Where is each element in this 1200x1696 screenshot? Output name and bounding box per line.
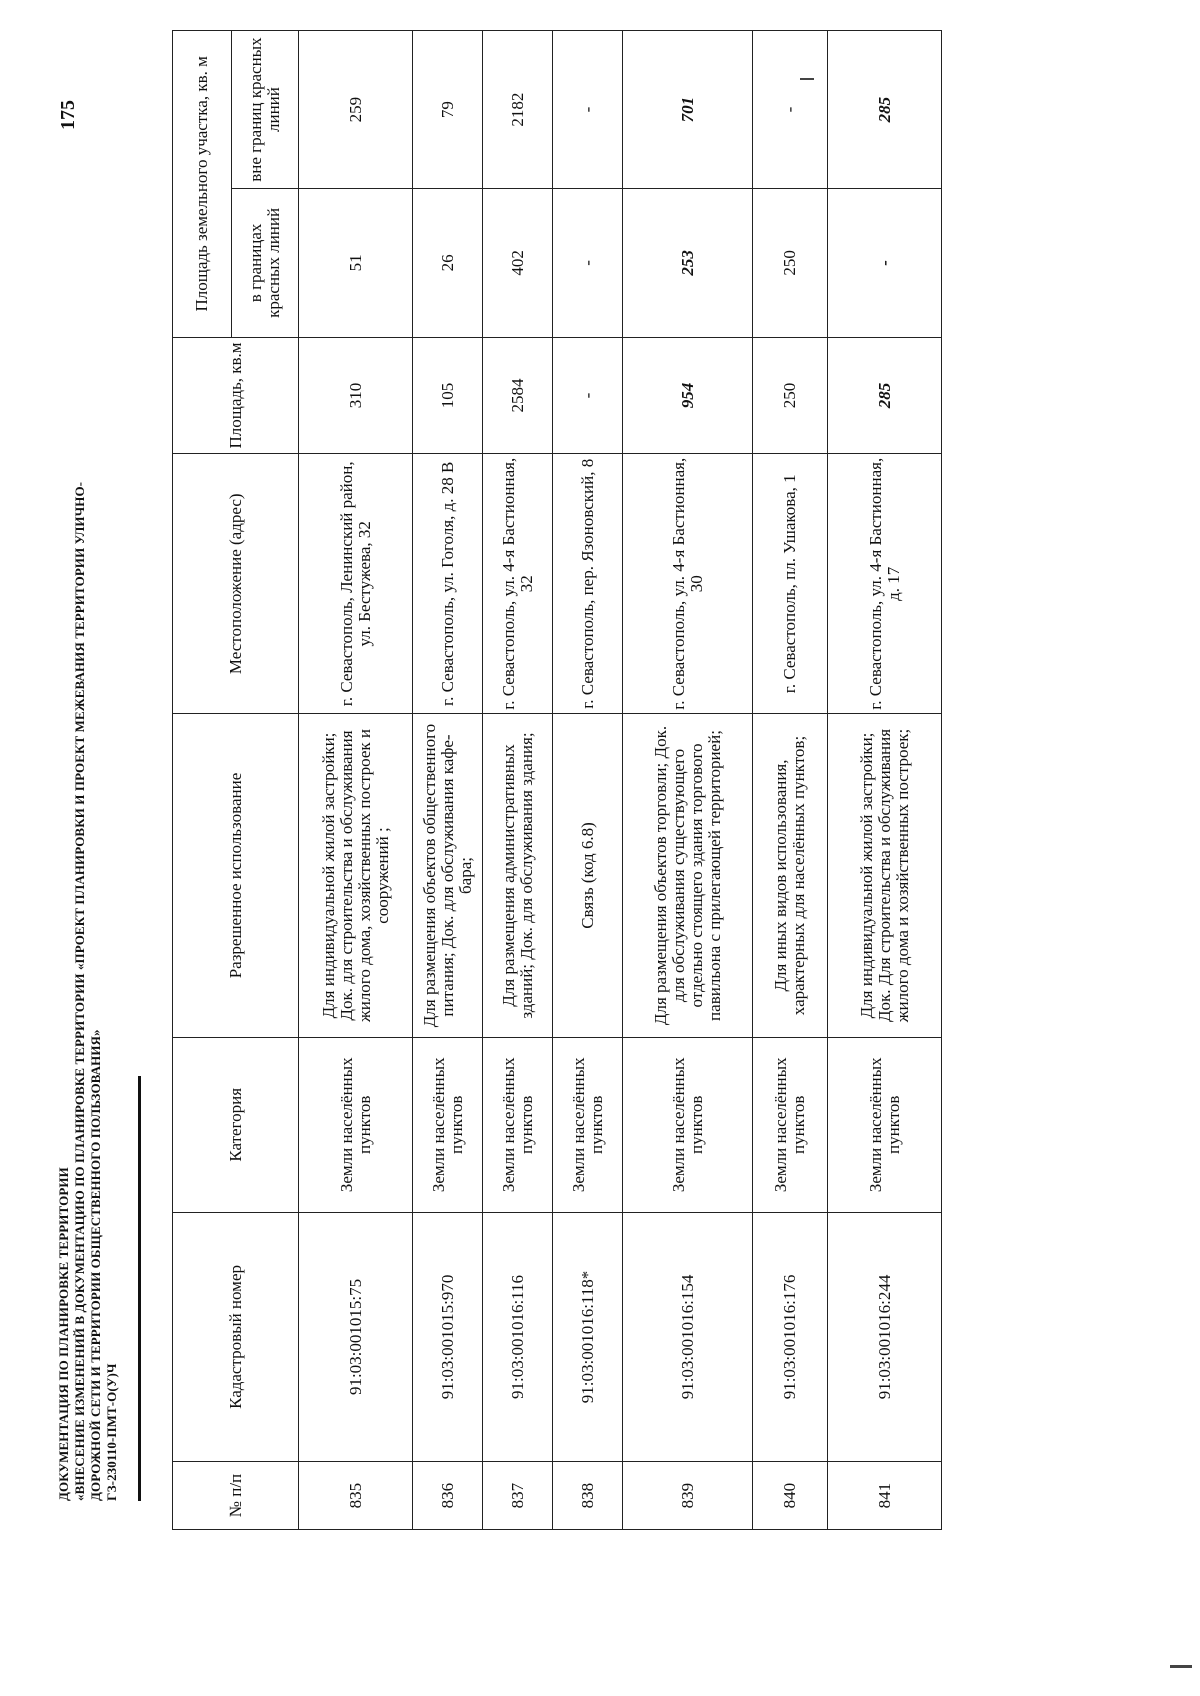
cell-num: 835 [299, 1462, 413, 1530]
cell-address: г. Севастополь, Ленинский район, ул. Бестужева, 32 [299, 454, 413, 714]
cell-use: Для размещения объектов общественного питания; Док. для обслуживания кафе-бара; [413, 714, 483, 1038]
header-rule [138, 1076, 141, 1501]
cell-category: Земли населённых пунктов [753, 1037, 828, 1212]
cell-inside: 26 [413, 189, 483, 338]
cell-num: 839 [623, 1462, 753, 1530]
document-header [56, 401, 120, 1501]
table-row [413, 31, 483, 1530]
cell-inside: 253 [623, 189, 753, 338]
cell-cadastral: 91:03:001016:176 [753, 1212, 828, 1461]
cell-area: 285 [828, 337, 942, 454]
cell-area: - [553, 337, 623, 454]
cadastral-table [172, 30, 942, 1530]
header-outside: вне границ красных линий [232, 31, 299, 189]
header-line-4: ГЗ-230110-ПМТ-О(У)Ч [104, 1363, 119, 1501]
cell-area: 105 [413, 337, 483, 454]
cell-cadastral: 91:03:001016:244 [828, 1212, 942, 1461]
cell-use: Для иных видов использования, характерных для населённых пунктов; [753, 714, 828, 1038]
cell-inside: - [828, 189, 942, 338]
cell-area: 310 [299, 337, 413, 454]
header-line-2: «ВНЕСЕНИЕ ИЗМЕНЕНИЙ В ДОКУМЕНТАЦИЮ ПО ПЛАНИРОВКЕ ТЕРРИТОРИИ «ПРОЕКТ ПЛАНИРОВКИ И ПРОЕКТ МЕЖЕВАНИЯ ТЕРРИТОРИИ УЛИЧНО- [72, 481, 87, 1501]
cell-outside: - [753, 31, 828, 189]
cell-category: Земли населённых пунктов [623, 1037, 753, 1212]
cell-category: Земли населённых пунктов [413, 1037, 483, 1212]
cell-use: Для индивидуальной жилой застройки; Док. Для строительства и обслуживания жилого дома и хозяйственных построек; [828, 714, 942, 1038]
cell-use: Для индивидуальной жилой застройки; Док. для строительства и обслуживания жилого дома, хозяйственных построек и сооружений ; [299, 714, 413, 1038]
page-number-text: 175 [57, 100, 79, 130]
header-plot-area: Площадь земельного участка, кв. м [173, 31, 232, 338]
cell-area: 954 [623, 337, 753, 454]
table-row [623, 31, 753, 1530]
cell-num: 837 [483, 1462, 553, 1530]
header-use: Разрешенное использование [173, 714, 299, 1038]
cell-address: г. Севастополь, ул. 4-я Бастионная, 32 [483, 454, 553, 714]
cell-category: Земли населённых пунктов [553, 1037, 623, 1212]
table-row [553, 31, 623, 1530]
cell-outside: 79 [413, 31, 483, 189]
cell-cadastral: 91:03:001015:970 [413, 1212, 483, 1461]
cell-address: г. Севастополь, ул. 4-я Бастионная, 30 [623, 454, 753, 714]
cell-address: г. Севастополь, пл. Ушакова, 1 [753, 454, 828, 714]
cell-cadastral: 91:03:001016:118* [553, 1212, 623, 1461]
cell-address: г. Севастополь, ул. 4-я Бастионная, д. 17 [828, 454, 942, 714]
cell-use: Для размещения административных зданий; Док. для обслуживания здания; [483, 714, 553, 1038]
cell-address: г. Севастополь, ул. Гоголя, д. 28 В [413, 454, 483, 714]
cell-num: 841 [828, 1462, 942, 1530]
header-category: Категория [173, 1037, 299, 1212]
header-address: Местоположение (адрес) [173, 454, 299, 714]
cell-inside: 402 [483, 189, 553, 338]
cell-inside: 250 [753, 189, 828, 338]
cell-outside: - [553, 31, 623, 189]
cell-cadastral: 91:03:001015:75 [299, 1212, 413, 1461]
cell-outside: 285 [828, 31, 942, 189]
table-row [828, 31, 942, 1530]
cell-use: Для размещения объектов торговли; Док. для обслуживания существующего отдельно стоящего здания торгового павильона с прилегающей территорией; [623, 714, 753, 1038]
table-row [483, 31, 553, 1530]
cell-address: г. Севастополь, пер. Язоновский, 8 [553, 454, 623, 714]
cell-num: 838 [553, 1462, 623, 1530]
cell-area: 2584 [483, 337, 553, 454]
cell-inside: 51 [299, 189, 413, 338]
cell-num: 840 [753, 1462, 828, 1530]
cell-category: Земли населённых пунктов [299, 1037, 413, 1212]
cell-outside: 2182 [483, 31, 553, 189]
header-cadastral: Кадастровый номер [173, 1212, 299, 1461]
table-row [753, 31, 828, 1530]
header-area: Площадь, кв.м [173, 337, 299, 454]
table-row [299, 31, 413, 1530]
cell-area: 250 [753, 337, 828, 454]
cell-cadastral: 91:03:001016:154 [623, 1212, 753, 1461]
header-inside: в границах красных линий [232, 189, 299, 338]
cell-inside: - [553, 189, 623, 338]
cell-cadastral: 91:03:001016:116 [483, 1212, 553, 1461]
cell-outside: 259 [299, 31, 413, 189]
header-num: № п/п [173, 1462, 299, 1530]
cell-num: 836 [413, 1462, 483, 1530]
header-row [173, 31, 232, 1530]
cell-category: Земли населённых пунктов [828, 1037, 942, 1212]
header-line-3: ДОРОЖНОЙ СЕТИ И ТЕРРИТОРИИ ОБЩЕСТВЕННОГО ПОЛЬЗОВАНИЯ» [88, 1029, 103, 1501]
cell-outside: 701 [623, 31, 753, 189]
header-line-1: ДОКУМЕНТАЦИЯ ПО ПЛАНИРОВКЕ ТЕРРИТОРИИ [56, 1167, 71, 1501]
cell-use: Связь (код 6.8) [553, 714, 623, 1038]
cell-category: Земли населённых пунктов [483, 1037, 553, 1212]
